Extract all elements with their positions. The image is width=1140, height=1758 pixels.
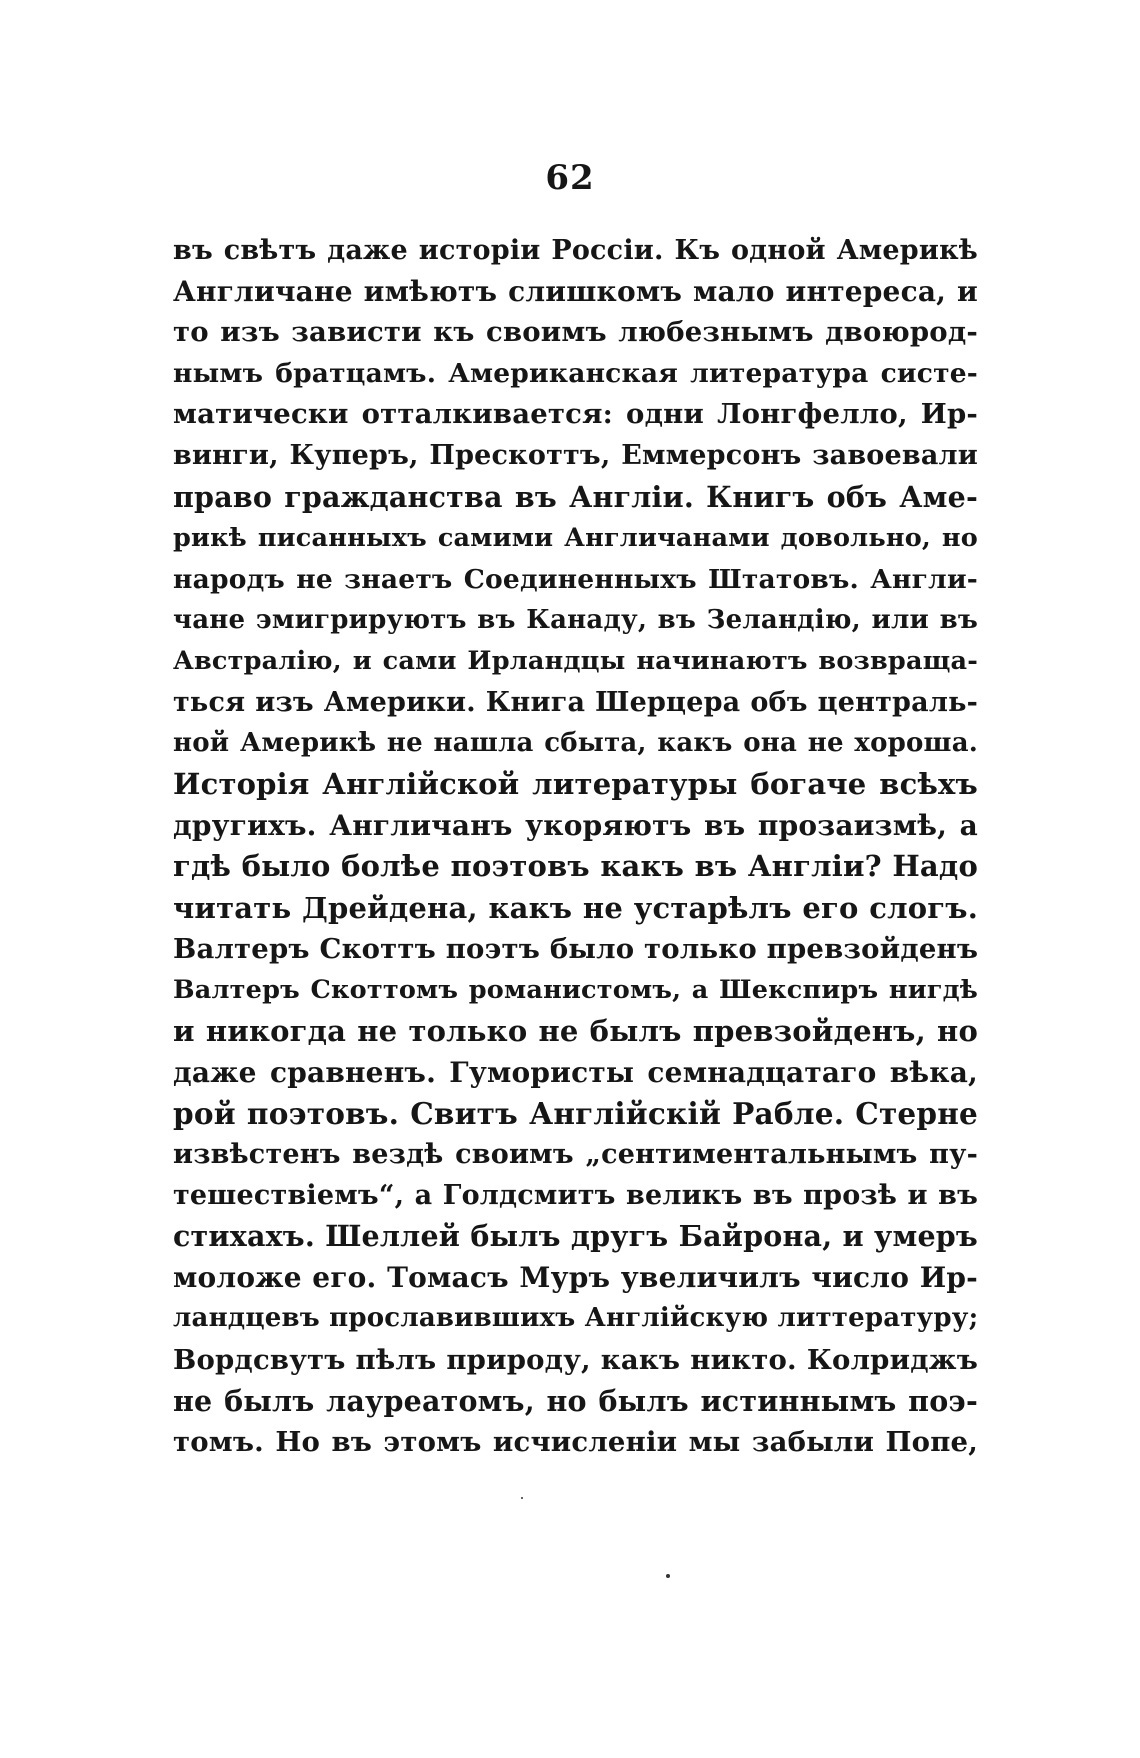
print-speck (521, 1497, 523, 1499)
text-line: то изъ зависти къ своимъ любезнымъ двоюрод- (173, 316, 978, 349)
text-line: гдѣ было болѣе поэтовъ какъ въ Англіи? Надо (173, 849, 978, 884)
text-line: рикѣ писанныхъ самими Англичанами довольно, но (173, 522, 978, 553)
text-line: Валтеръ Скоттъ поэтъ было только превзойденъ (173, 932, 978, 965)
text-line: Англичане имѣютъ слишкомъ мало интереса, и (173, 275, 978, 309)
text-line: другихъ. Англичанъ укоряютъ въ прозаизмѣ, а (173, 809, 978, 843)
text-line: извѣстенъ вездѣ своимъ „сентиментальнымъ пу- (173, 1139, 978, 1171)
text-line: чане эмигрируютъ въ Канаду, въ Зеландію, или въ (173, 604, 978, 635)
text-line: и никогда не только не былъ превзойденъ, но (173, 1013, 978, 1048)
text-line: Валтеръ Скоттомъ романистомъ, а Шекспиръ нигдѣ (173, 974, 978, 1005)
text-line: Исторія Англійской литературы богаче всѣхъ (173, 767, 978, 802)
page-number: 62 (545, 158, 595, 198)
text-line: народъ не знаетъ Соединенныхъ Штатовъ. Англи- (173, 563, 978, 595)
body-text (173, 230, 978, 1463)
text-line: даже сравненъ. Гумористы семнадцатаго вѣка, (173, 1055, 978, 1089)
text-line: ландцевъ прославившихъ Англійскую литтературу; (173, 1303, 978, 1334)
text-line: читать Дрейдена, какъ не устарѣлъ его слогъ. (173, 890, 978, 925)
text-line: Вордсвутъ пѣлъ природу, какъ никто. Колриджъ (173, 1343, 978, 1376)
text-line: не былъ лауреатомъ, но былъ истиннымъ поэ- (173, 1383, 978, 1418)
text-line: стихахъ. Шеллей былъ другъ Байрона, и умеръ (173, 1219, 978, 1254)
text-line: винги, Куперъ, Прескоттъ, Еммерсонъ завоевали (173, 440, 978, 472)
print-speck (666, 1574, 670, 1578)
text-line: нымъ братцамъ. Американская литература систе- (173, 358, 978, 390)
text-line: право гражданства въ Англіи. Книгъ объ Аме- (173, 479, 978, 514)
text-line: ной Америкѣ не нашла сбыта, какъ она не хороша. (173, 728, 978, 759)
text-line: Австралію, и сами Ирландцы начинаютъ возвраща- (173, 645, 978, 676)
text-line: томъ. Но въ этомъ исчисленіи мы забыли Попе, (173, 1425, 978, 1458)
text-line: ться изъ Америки. Книга Шерцера объ централь- (173, 687, 978, 719)
text-line: матически отталкивается: одни Лонгфелло, Ир- (173, 398, 978, 431)
text-line: тешествіемъ“, а Голдсмитъ великъ въ прозѣ и въ (173, 1180, 978, 1212)
text-line: рой поэтовъ. Свитъ Англійскій Рабле. Стерне (173, 1095, 978, 1131)
text-line: въ свѣтъ даже исторіи Россіи. Къ одной Америкѣ (173, 235, 978, 266)
text-line: моложе его. Томасъ Муръ увеличилъ число Ир- (173, 1261, 978, 1295)
